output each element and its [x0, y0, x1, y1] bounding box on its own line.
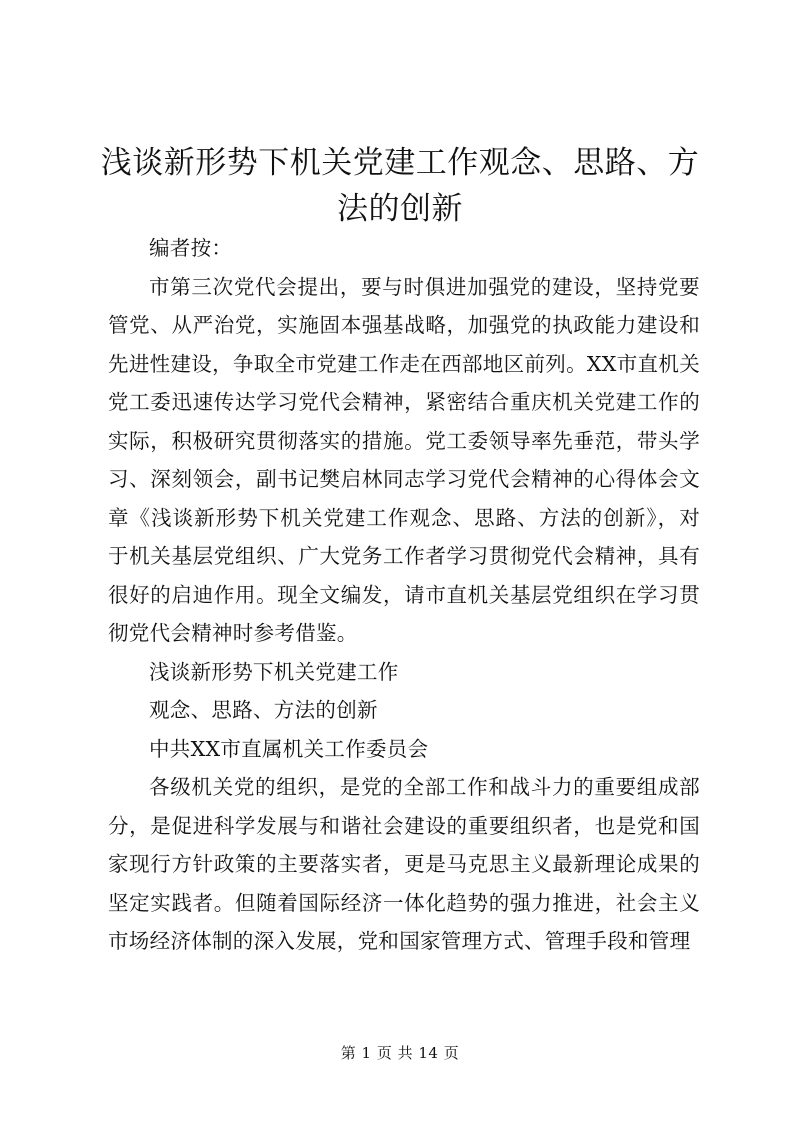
article-title-line-2: 观念、思路、方法的创新 [149, 698, 378, 722]
article-title-line-1: 浅谈新形势下机关党建工作 [149, 659, 399, 684]
editor-note-heading: 编者按： [149, 236, 233, 260]
document-body [108, 229, 700, 961]
article-paragraph: 各级机关党的组织，是党的全部工作和战斗力的重要组成部分，是促进科学发展与和谐社会建设的重要组织者，也是党和国家现行方针政策的主要落实者，更是马克思主义最新理论成果的坚定实践者。但随着国际经济一体化趋势的强力推进，社会主义市场经济体制的深入发展，党和国家管理方式、管理手段和管理 [108, 775, 700, 953]
article-author: 中共XX市直属机关工作委员会 [149, 736, 429, 761]
document-title: 浅谈新形势下机关党建工作观念、思路、方法的创新 [100, 145, 700, 227]
page-number-footer: 第 1 页 共 14 页 [340, 1044, 460, 1062]
editor-note-paragraph: 市第三次党代会提出，要与时俱进加强党的建设，坚持党要管党、从严治党，实施固本强基战略，加强党的执政能力建设和先进性建设，争取全市党建工作走在西部地区前列。XX市直机关党工委迅速传达学习党代会精神，紧密结合重庆机关党建工作的实际，积极研究贯彻落实的措施。党工委领导率先垂范，带头学习、深刻领会，副书记樊启林同志学习党代会精神的心得体会文章《浅谈新形势下机关党建工作观念、思路、方法的创新》，对于机关基层党组织、广大党务工作者学习贯彻党代会精神，具有很好的启迪作用。现全文编发，请市直机关基层党组织在学习贯彻党代会精神时参考借鉴。 [108, 274, 700, 645]
